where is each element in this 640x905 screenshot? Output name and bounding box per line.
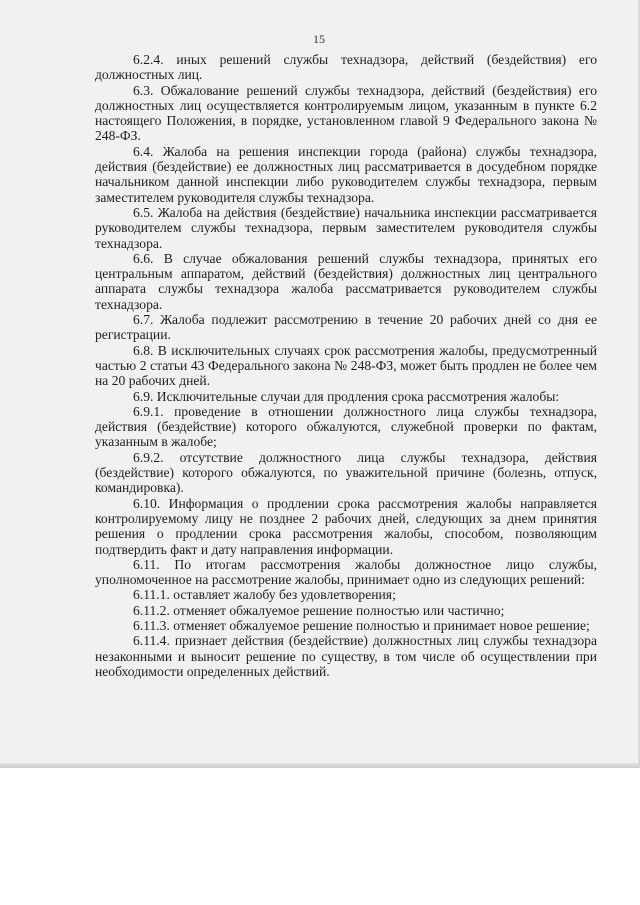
paragraph-6-9-1: 6.9.1. проведение в отношении должностного лица службы технадзора, действия (бездействие) которого обжалуются, служебной проверки по фактам, указанным в жалобе; [95,403,597,450]
paragraph-6-10: 6.10. Информация о продлении срока рассмотрения жалобы направляется контролируемому лицу не позднее 2 рабочих дней, следующих за днем принятия решения о продлении срока рассмотрения жалобы, способом, позволяющим подтвердить факт и дату направления информации. [95,495,597,557]
document-body [95,52,597,679]
paragraph-6-6: 6.6. В случае обжалования решений службы технадзора, принятых его центральным аппаратом, действий (бездействия) должностных лиц центрального аппарата службы технадзора жалоба рассматривается руководителем службы технадзора. [95,250,597,312]
paragraph-6-9: 6.9. Исключительные случаи для продления срока рассмотрения жалобы: [133,388,560,404]
paragraph-6-2-4: 6.2.4. иных решений службы технадзора, действий (бездействия) его должностных лиц. [95,52,597,83]
paragraph-6-11-3: 6.11.3. отменяет обжалуемое решение полностью и принимает новое решение; [133,617,590,633]
paragraph-6-11-1: 6.11.1. оставляет жалобу без удовлетворения; [133,587,396,603]
paragraph-6-3: 6.3. Обжалование решений службы технадзора, действий (бездействия) его должностных лиц осуществляется контролируемым лицом, указанным в пункте 6.2 настоящего Положения, в порядке, установленном главой 9 Федерального закона № 248-ФЗ. [95,82,597,144]
paragraph-6-8: 6.8. В исключительных случаях срок рассмотрения жалобы, предусмотренный частью 2 статьи 43 Федерального закона № 248-ФЗ, может быть продлен не более чем на 20 рабочих дней. [95,342,597,389]
paragraph-6-11-2: 6.11.2. отменяет обжалуемое решение полностью или частично; [133,602,505,618]
page-number: 15 [313,32,325,46]
paragraph-6-5: 6.5. Жалоба на действия (бездействие) начальника инспекции рассматривается руководителем службы технадзора, первым заместителем руководителя службы технадзора. [95,204,597,251]
paragraph-6-7: 6.7. Жалоба подлежит рассмотрению в течение 20 рабочих дней со дня ее регистрации. [95,312,597,343]
paragraph-6-9-2: 6.9.2. отсутствие должностного лица службы технадзора, действия (бездействие) которого обжалуются, по уважительной причине (болезнь, отпуск, командировка). [95,449,597,496]
paragraph-6-11-4: 6.11.4. признает действия (бездействие) должностных лиц службы технадзора незаконными и выносит решение по существу, в том числе об осуществлении при необходимости определенных действий. [95,633,597,679]
paragraph-6-11: 6.11. По итогам рассмотрения жалобы должностное лицо службы, уполномоченное на рассмотрение жалобы, принимает одно из следующих решений: [95,556,597,588]
paragraph-6-4: 6.4. Жалоба на решения инспекции города (района) службы технадзора, действия (бездействие) ее должностных лиц рассматривается в досудебном порядке начальником данной инспекции либо руководителем службы технадзора, первым заместителем руководителя службы технадзора. [95,143,597,205]
